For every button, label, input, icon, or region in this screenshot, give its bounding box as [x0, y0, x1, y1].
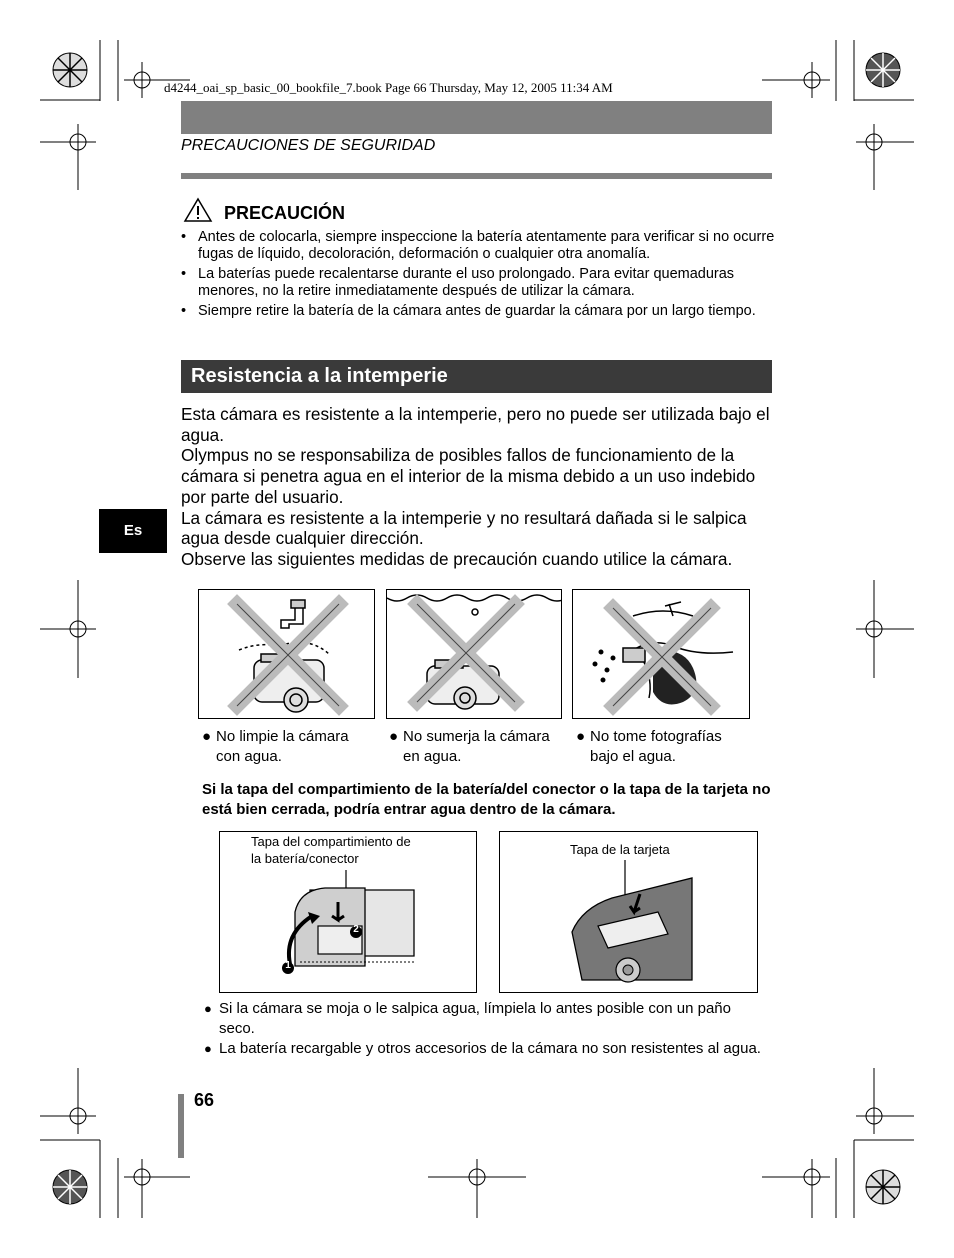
camera-under-tap-illustration — [199, 590, 374, 718]
section-header: PRECAUCIONES DE SEGURIDAD — [181, 137, 436, 154]
figure-card-cover — [499, 831, 758, 993]
caption-line: No tome fotografías — [590, 728, 722, 745]
caption-line: en agua. — [403, 748, 462, 765]
bullet-icon: ● — [202, 728, 212, 745]
battery-cover-illustration — [220, 832, 476, 992]
page-number: 66 — [194, 1090, 215, 1110]
language-tab: Es — [99, 509, 167, 553]
label-line: Tapa del compartimiento de — [251, 834, 411, 849]
paragraph: La cámara es resistente a la intemperie y no resultará dañada si le salpica agua desde cualquier dirección. — [181, 507, 747, 549]
caption-line: con agua. — [216, 748, 282, 765]
header-bar — [181, 101, 772, 134]
caption-no-underwater — [576, 727, 751, 767]
bottom-list — [204, 999, 764, 1059]
page-number-bar — [178, 1094, 184, 1158]
caution-list — [181, 229, 776, 323]
step-1-label: 1 — [285, 960, 291, 971]
underwater-diver-illustration — [573, 590, 749, 718]
caption-line: No limpie la cámara — [216, 728, 349, 745]
bullet-icon: ● — [389, 728, 399, 745]
caption-no-clean — [202, 727, 377, 767]
bullet-icon: ● — [576, 728, 586, 745]
figure-no-underwater-photo — [572, 589, 750, 719]
caution-item: • La baterías puede recalentarse durante el uso prolongado. Para evitar quemaduras menores, no la retire inmediatamente después de utilizar la cámara. — [181, 266, 776, 300]
figure-battery-cover — [219, 831, 477, 993]
caption-line: bajo el agua. — [590, 748, 676, 765]
card-cover-illustration — [500, 832, 757, 992]
book-info-line: d4244_oai_sp_basic_00_bookfile_7.book Page 66 Thursday, May 12, 2005 11:34 AM — [164, 80, 613, 95]
caption-no-submerge — [389, 727, 569, 767]
caption-line: No sumerja la cámara — [403, 728, 550, 745]
bottom-item: ● Si la cámara se moja o le salpica agua, límpiela lo antes posible con un paño seco. — [204, 999, 764, 1039]
caution-item: • Antes de colocarla, siempre inspeccione la batería atentamente para verificar si no ocurre fugas de líquido, decoloración, deformación o cualquier otra anomalía. — [181, 229, 776, 263]
warning-icon — [183, 197, 213, 223]
label-line: la batería/conector — [251, 851, 359, 866]
bottom-item: ● La batería recargable y otros accesorios de la cámara no son resistentes al agua. — [204, 1039, 764, 1059]
caution-item: • Siempre retire la batería de la cámara antes de guardar la cámara por un largo tiempo. — [181, 303, 776, 320]
header-rule — [181, 173, 772, 179]
cover-warning-note: Si la tapa del compartimiento de la batería/del conector o la tapa de la tarjeta no está bien cerrada, podría entrar agua dentro de la cámara. — [202, 781, 771, 818]
figure-no-submerge — [386, 589, 562, 719]
step-2-label: 2 — [353, 924, 359, 935]
paragraph: Olympus no se responsabiliza de posibles fallos de funcionamiento de la cámara si penetra agua en el interior de la misma debido a un uso indebido por parte del usuario. — [181, 445, 756, 507]
card-cover-label: Tapa de la tarjeta — [570, 842, 670, 857]
body-text — [181, 404, 781, 570]
section-heading: Resistencia a la intemperie — [181, 360, 772, 393]
camera-submerged-illustration — [387, 590, 561, 718]
paragraph: Observe las siguientes medidas de precaución cuando utilice la cámara. — [181, 548, 733, 569]
paragraph: Esta cámara es resistente a la intemperie, pero no puede ser utilizada bajo el agua. — [181, 404, 770, 445]
caution-title: PRECAUCIÓN — [224, 203, 346, 223]
figure-no-clean-with-water — [198, 589, 375, 719]
